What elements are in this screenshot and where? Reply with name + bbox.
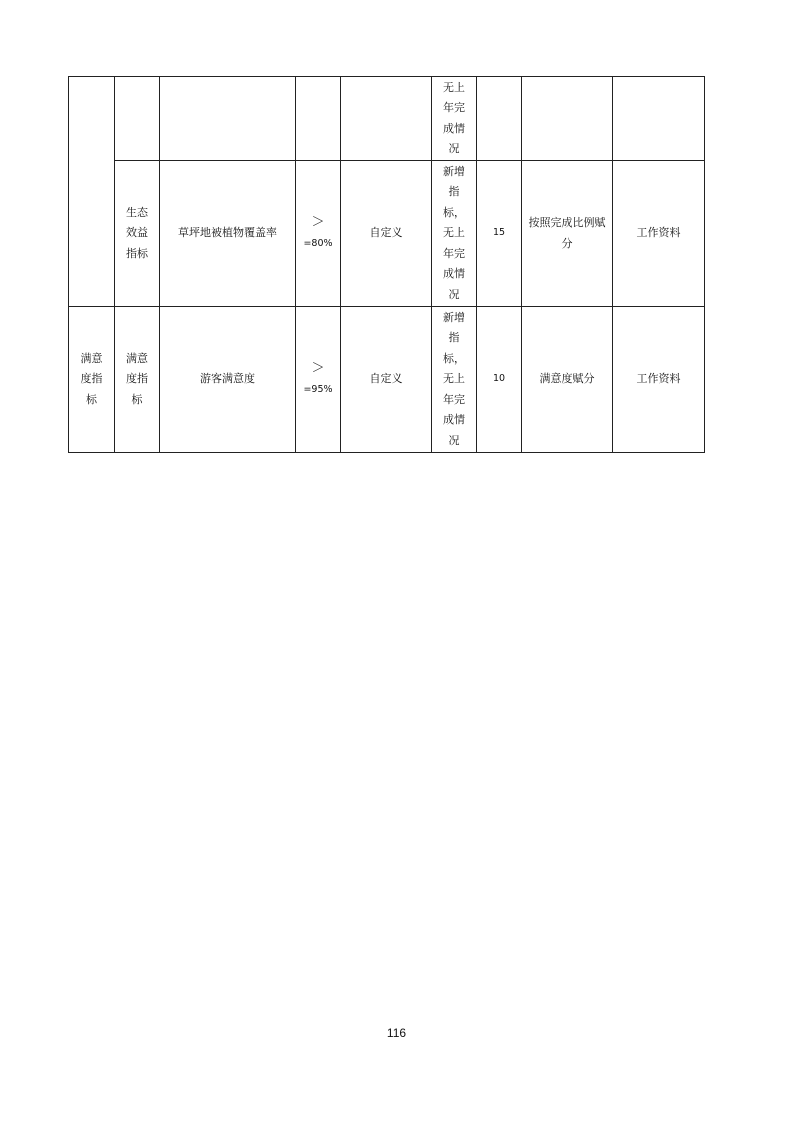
source-line: 标，: [443, 205, 465, 219]
level2-cell-empty: [115, 77, 160, 161]
scoring-cell: 满意度赋分: [522, 307, 613, 453]
level2-line: 度指: [126, 372, 148, 386]
scoring-line: 按照完成比例赋: [528, 216, 606, 229]
target-cell: [296, 307, 341, 453]
table-row: [69, 77, 705, 161]
page-number: 116: [386, 1026, 407, 1040]
source-line: 况: [448, 287, 460, 301]
indicator-cell: 草坪地被植物覆盖率: [160, 161, 296, 307]
level1-line: 度指: [80, 372, 103, 386]
level1-line: 满意: [80, 351, 103, 365]
target-cell: [296, 161, 341, 307]
source-line: 无上: [443, 372, 465, 386]
source-line: 成情: [443, 267, 465, 281]
target-sign: ＞: [311, 361, 325, 377]
method-cell-empty: [341, 77, 432, 161]
source-line: 新增: [443, 310, 465, 324]
level1-cell: [69, 307, 115, 453]
table-row: [69, 307, 705, 453]
method-cell: 自定义: [341, 161, 432, 307]
source-line: 指: [448, 185, 460, 199]
source-line: 无上: [443, 226, 465, 240]
source-line: 标，: [443, 351, 465, 365]
source-line: 成情: [443, 121, 465, 135]
source-cell: [432, 161, 477, 307]
level2-line: 标: [131, 392, 143, 406]
indicator-cell-empty: [160, 77, 296, 161]
target-value: =80%: [303, 238, 333, 250]
level2-line: 指标: [126, 246, 148, 260]
source-line: 无上: [443, 80, 465, 94]
weight-cell: 10: [477, 307, 522, 453]
source-line: 新增: [443, 164, 465, 178]
source-line: 年完: [443, 101, 465, 114]
source-line: 年完: [443, 246, 465, 260]
weight-cell-empty: [477, 77, 522, 161]
source-line: 况: [448, 142, 460, 155]
level1-cell-empty: [69, 77, 115, 307]
source-cell: [432, 77, 477, 161]
source-line: 况: [448, 433, 460, 447]
source-line: 成情: [443, 413, 465, 427]
scoring-line: 分: [561, 236, 573, 250]
table-row: [69, 161, 705, 307]
source-line: 指: [448, 331, 460, 345]
evidence-cell: 工作资料: [613, 161, 705, 307]
scoring-cell: [522, 161, 613, 307]
level2-line: 效益: [126, 226, 148, 240]
target-value: =95%: [303, 384, 333, 396]
evidence-cell-empty: [613, 77, 705, 161]
level2-line: 生态: [126, 205, 148, 219]
level2-cell: [115, 307, 160, 453]
scoring-cell-empty: [522, 77, 613, 161]
level2-line: 满意: [126, 351, 148, 365]
weight-cell: 15: [477, 161, 522, 307]
evidence-cell: 工作资料: [613, 307, 705, 453]
indicator-table: [68, 76, 705, 453]
level1-line: 标: [86, 392, 97, 406]
source-cell: [432, 307, 477, 453]
indicator-cell: 游客满意度: [160, 307, 296, 453]
level2-cell: [115, 161, 160, 307]
method-cell: 自定义: [341, 307, 432, 453]
source-line: 年完: [443, 392, 465, 406]
target-sign: ＞: [311, 215, 325, 231]
target-cell-empty: [296, 77, 341, 161]
